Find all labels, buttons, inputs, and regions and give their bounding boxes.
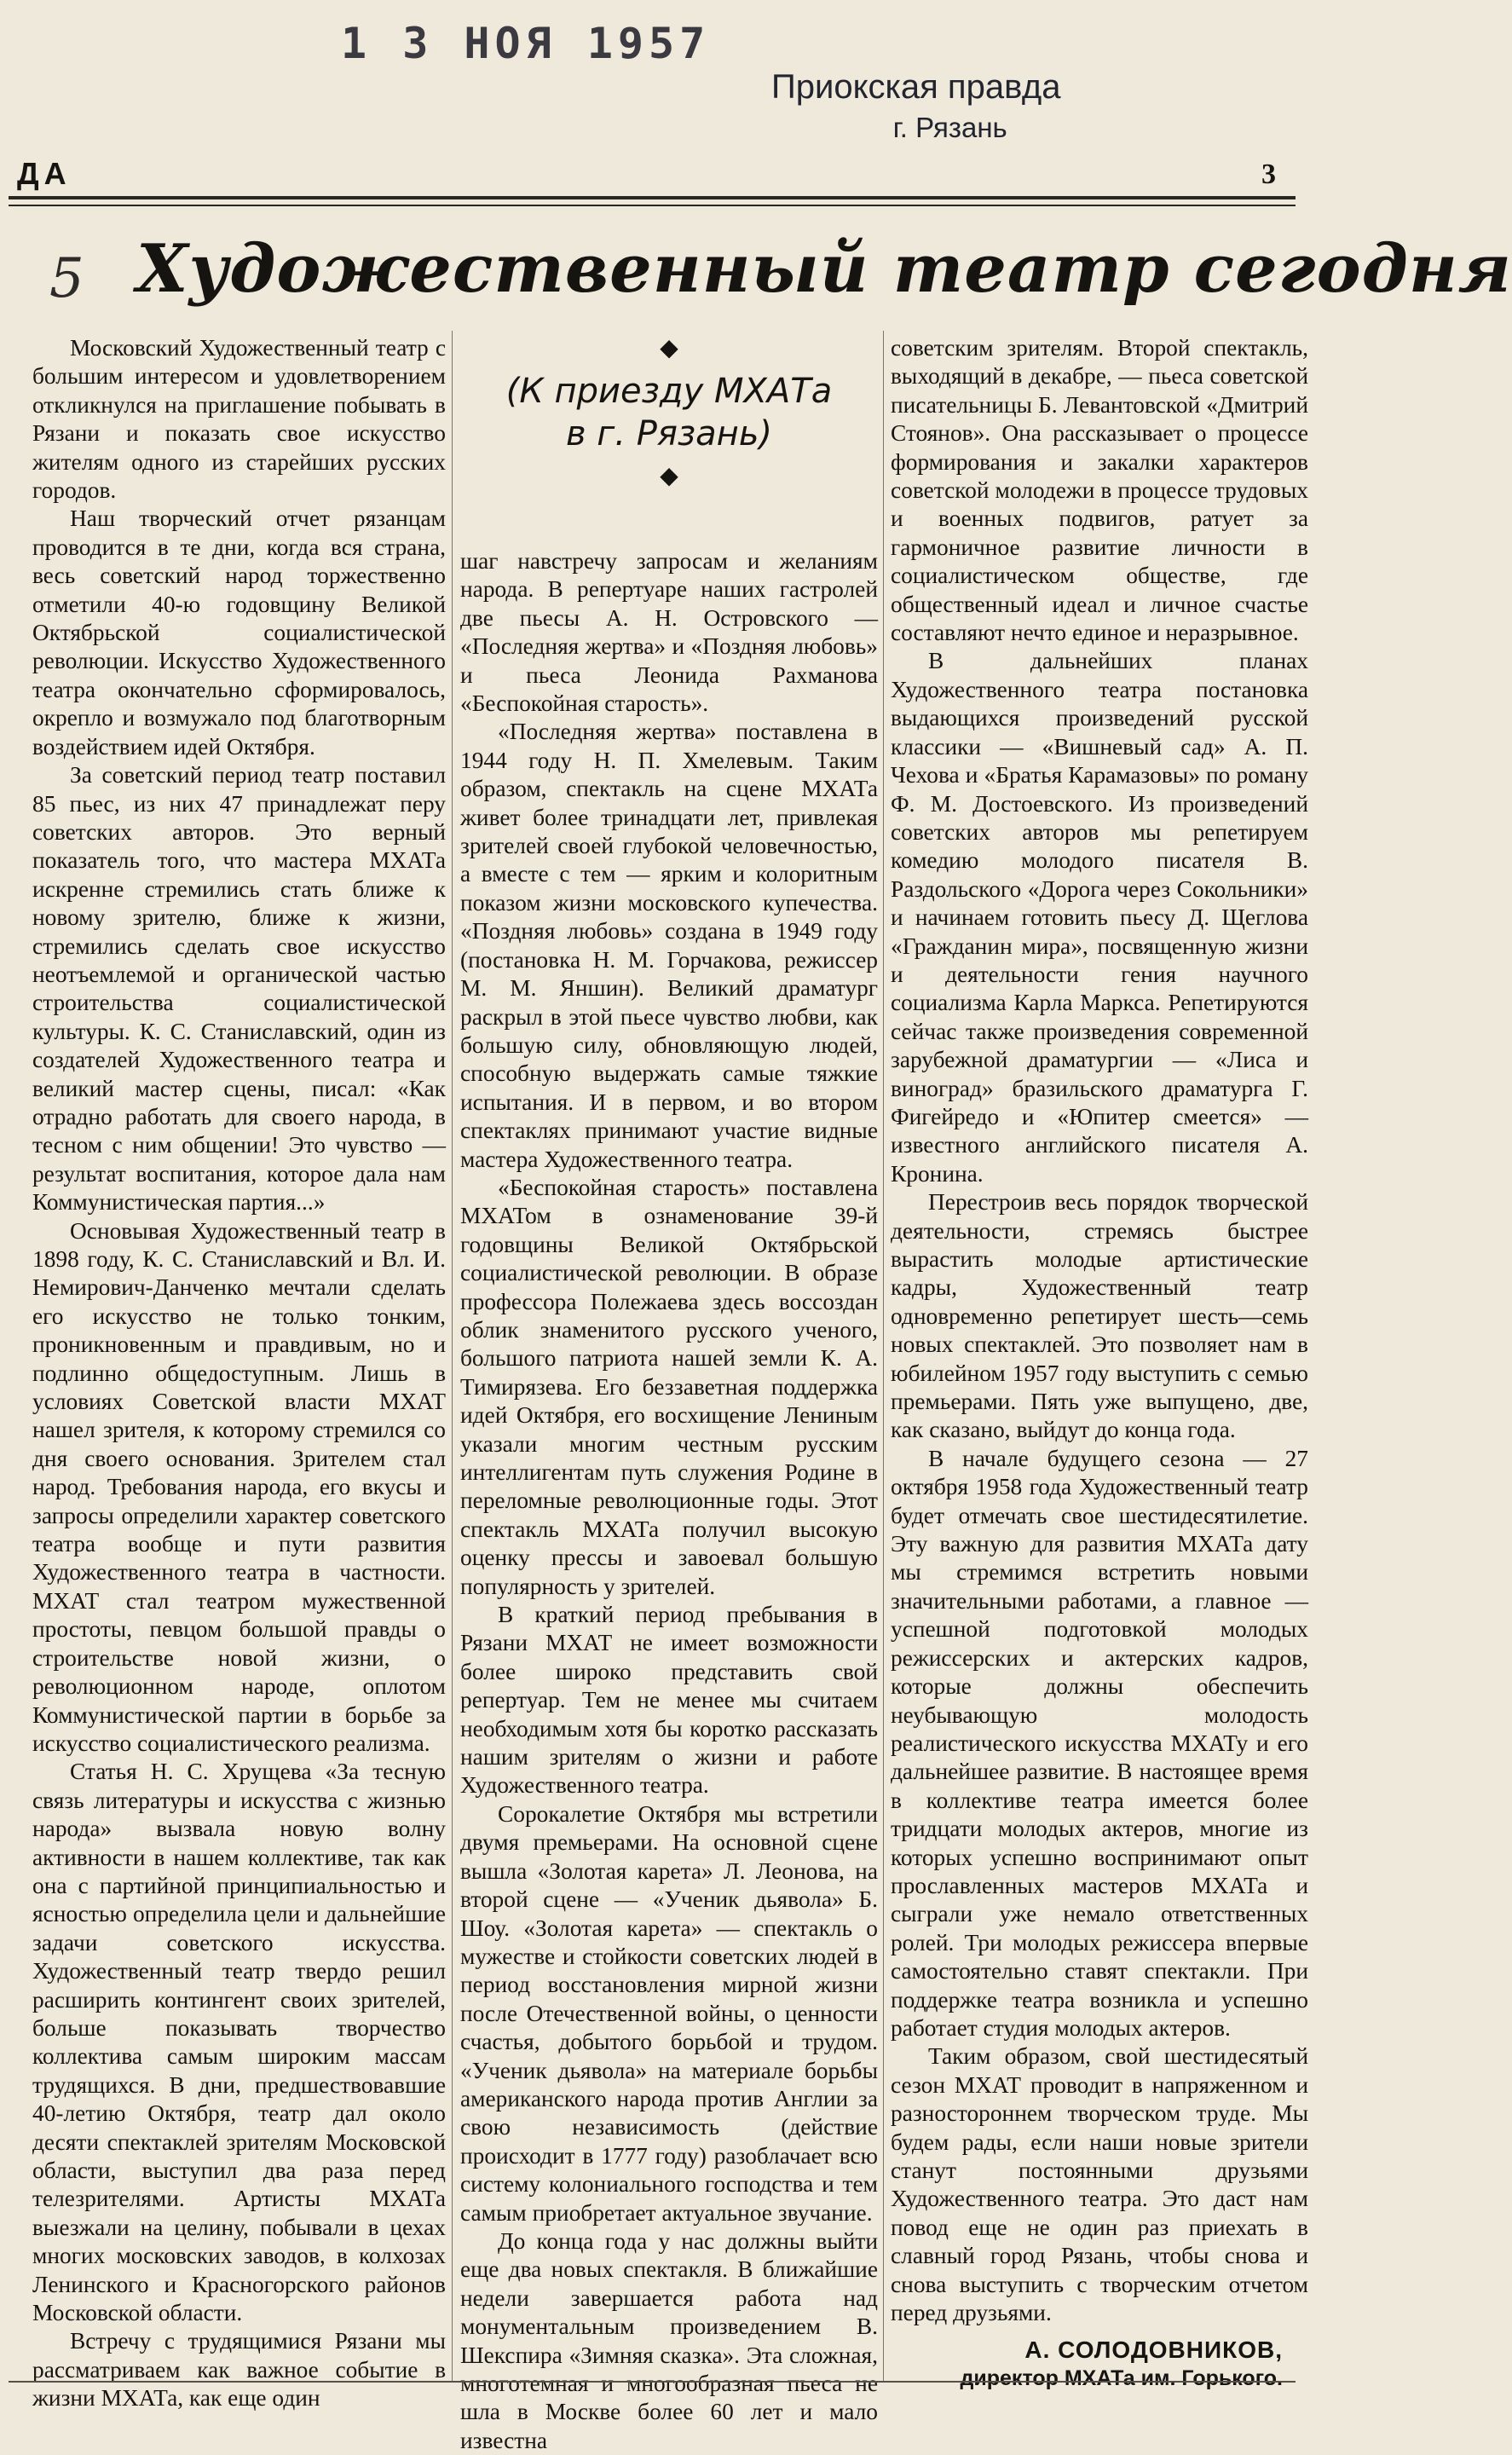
paragraph: «Беспокойная старость» поставлена МХАТом в ознаменование 39-й годовщины Великой Октябрьской социалистической революции. В образе профессора Полежаева здесь воссоздан облик знаменитого русского ученого, большого патриота нашей земли К. А. Тимирязева. Его беззаветная поддержка идей Октября, его восхищение Лениным указали многим честным русским интеллигентам путь служения Родине в переломные революционные годы. Этот спектакль МХАТа получил высокую оценку прессы и завоевал большую популярность у зрителей. xyxy=(460,1174,878,1599)
paragraph: За советский период театр поставил 85 пьес, из них 47 принадлежат перу советских авторов. Это верный показатель того, что мастера МХАТа искренне стремились стать ближе к новому зрителю, ближе к жизни, стремились сделать свое искусство неотъемлемой и органической частью строительства социалистической культуры. К. С. Станиславский, один из создателей Художественного театра и великий мастер сцены, писал: «Как отрадно работать для своего народа, в тесном с ним общении! Это чувство — результат воспитания, которое дала нам Коммунистическая партия...» xyxy=(32,762,446,1216)
subtitle-line-1: (К приезду МХАТа xyxy=(505,372,833,411)
article-column-3 xyxy=(891,334,1308,2393)
signature-post: директор МХАТа им. Горького. xyxy=(960,2365,1283,2390)
folio-left: ДА xyxy=(17,156,72,191)
paragraph: До конца года у нас должны выйти еще два новых спектакля. В ближайшие недели завершается работа над монументальным произведением В. Шекспира «Зимняя сказка». Эта сложная, многотемная и многообразная пьеса не шла в Москве более 60 лет и мало известна xyxy=(460,2227,878,2453)
paragraph: Таким образом, свой шестидесятый сезон МХАТ проводит в напряженном и разностороннем творческом труде. Мы будем рады, если наши новые зрители станут постоянными друзьями Художественного театра. Это даст нам повод еще не один раз приехать в славный город Рязань, чтобы снова и снова выступить с творческим отчетом перед друзьями. xyxy=(891,2043,1308,2326)
paragraph: шаг навстречу запросам и желаниям народа. В репертуаре наших гастролей две пьесы А. Н. Островского — «Последняя жертва» и «Поздняя любовь» и пьеса Леонида Рахманова «Беспокойная старость». xyxy=(460,548,878,717)
diamond-ornament-bottom: ◆ xyxy=(660,463,678,489)
date-stamp: 1 3 НОЯ 1957 xyxy=(341,19,711,68)
diamond-ornament-top: ◆ xyxy=(660,335,678,361)
paragraph: В начале будущего сезона — 27 октября 1958 года Художественный театр будет отмечать свое шестидесятилетие. Эту важную для развития МХАТа дату мы стремимся встретить новыми значительными работами, а главное — успешной подготовкой молодых режиссерских и актерских кадров, которые должны обеспечить неубывающую молодость реалистического искусства МХАТу и его дальнейшее развитие. В настоящее время в коллективе театра имеется более тридцати молодых актеров, многие из которых успешно воспринимают опыт прославленных мастеров МХАТа и сыграли уже немало ответственных ролей. Три молодых режиссера впервые самостоятельно ставят спектакли. При поддержке театра возникла и успешно работает студия молодых актеров. xyxy=(891,1445,1308,2041)
paragraph: «Последняя жертва» поставлена в 1944 году Н. П. Хмелевым. Таким образом, спектакль на сцене МХАТа живет более тринадцати лет, привлекая зрителей своей глубокой человечностью, а вместе с тем — ярким и колоритным показом жизни московского купечества. «Поздняя любовь» создана в 1949 году (постановка Н. М. Горчакова, режиссер М. М. Яншин). Великий драматург раскрыл в этой пьесе чувство любви, как большую силу, обновляющую людей, способную выдержать самые тяжкие испытания. И в первом, и во втором спектаклях принимают участие видные мастера Художественного театра. xyxy=(460,719,878,1172)
column-divider-1 xyxy=(452,331,453,2381)
paragraph: Статья Н. С. Хрущева «За тесную связь литературы и искусства с жизнью народа» вызвала новую волну активности в нашем коллективе, так как она с партийной принципиальностью и ясностью определила цели и дальнейшие задачи советского искусства. Художественный театр твердо решил расширить контингент своих зрителей, больше показывать творчество коллектива самым широким массам трудящихся. В дни, предшествовавшие 40-летию Октября, театр дал около десяти спектаклей зрителям Московской области, выступил два раза перед телезрителями. Артисты МХАТа выезжали на целину, побывали в цехах многих московских заводов, в колхозах Ленинского и Красногорского районов Московской области. xyxy=(32,1759,446,2326)
paragraph: Основывая Художественный театр в 1898 году, К. С. Станиславский и Вл. И. Немирович-Данченко мечтали сделать его искусство не только тонким, проникновенным и правдивым, но и подлинно общедоступным. Лишь в условиях Советской власти МХАТ нашел зрителя, к которому стремился со дня своего основания. Зрителем стал народ. Требования народа, его вкусы и запросы определили характер советского театра вообще и пути развития Художественного театра в частности. МХАТ стал театром мужественной простоты, певцом большой правды о строительстве новой жизни, о революционном народе, оплотом Коммунистической партии в борьбе за искусство социалистического реализма. xyxy=(32,1217,446,1756)
paragraph: советским зрителям. Второй спектакль, выходящий в декабре, — пьеса советской писательницы Б. Левантовской «Дмитрий Стоянов». Она рассказывает о процессе формирования и закалки характеров советской молодежи в процессе трудовых и военных подвигов, ратует за гармоничное развитие личности в социалистическом обществе, где общественный идеал и личное счастье составляют нечто единое и неразрывное. xyxy=(891,335,1308,646)
header-rule-thin xyxy=(9,205,1296,206)
article-headline: Художественный театр сегодня xyxy=(136,230,1512,308)
author-signature xyxy=(891,2336,1308,2393)
source-name: Приокская правда xyxy=(771,68,1061,106)
article-column-2 xyxy=(460,547,878,2455)
signature-name: А. СОЛОДОВНИКОВ, xyxy=(1024,2337,1283,2364)
paragraph: В дальнейших планах Художественного театра постановка выдающихся произведений русской классики — «Вишневый сад» А. П. Чехова и «Братья Карамазовы» по роману Ф. М. Достоевского. Из произведений советских авторов мы репетируем комедию молодого писателя В. Раздольского «Дорога через Сокольники» и начинаем готовить пьесу Д. Щеглова «Гражданин мира», посвященную жизни и деятельности гения научного социализма Карла Маркса. Репетируются сейчас также произведения современной зарубежной драматургии — «Лиса и виноград» бразильского драматурга Г. Фигейредо и «Юпитер смеется» — известного английского писателя А. Кронина. xyxy=(891,648,1308,1187)
article-column-1 xyxy=(32,334,446,2413)
paragraph: Московский Художественный театр с большим интересом и удовлетворением откликнулся на приглашение побывать в Рязани и показать свое искусство жителям одного из старейших русских городов. xyxy=(32,335,446,504)
paragraph: Встречу с трудящимися Рязани мы рассматриваем как важное событие в жизни МХАТа, как еще один xyxy=(32,2328,446,2412)
paragraph: В краткий период пребывания в Рязани МХАТ не имеет возможности более широко представить свой репертуар. Тем не менее мы считаем необходимым хотя бы коротко рассказать нашим зрителям о жизни и работе Художественного театра. xyxy=(460,1602,878,1799)
subtitle-line-2: в г. Рязань) xyxy=(565,414,773,453)
bottom-rule xyxy=(9,2381,1296,2383)
source-city: г. Рязань xyxy=(892,112,1007,143)
article-subtitle xyxy=(477,370,861,455)
subtitle-block xyxy=(477,334,861,491)
header-rule xyxy=(9,196,1296,199)
page-number: 3 xyxy=(1261,159,1276,190)
margin-mark: 5 xyxy=(49,247,84,310)
paragraph: Наш творческий отчет рязанцам проводится в те дни, когда вся страна, весь советский народ торжественно отметили 40-ю годовщину Великой Октябрьской социалистической революции. Искусство Художественного театра окончательно сформировалось, окрепло и возмужало под благотворным воздействием идей Октября. xyxy=(32,505,446,760)
paragraph: Перестроив весь порядок творческой деятельности, стремясь быстрее вырастить молодые артистические кадры, Художественный театр одновременно репетирует шесть—семь новых спектаклей. Это позволяет нам в юбилейном 1957 году выступить с семью премьерами. Пять уже выпущено, две, как сказано, выйдут до конца года. xyxy=(891,1189,1308,1443)
column-divider-2 xyxy=(883,331,884,2381)
paragraph: Сорокалетие Октября мы встретили двумя премьерами. На основной сцене вышла «Золотая карета» Л. Леонова, на второй сцене — «Ученик дьявола» Б. Шоу. «Золотая карета» — спектакль о мужестве и стойкости советских людей в период восстановления мирной жизни после Отечественной войны, о ценности счастья, добытого борьбой и трудом. «Ученик дьявола» на материале борьбы американского народа против Англии за свою независимость (действие происходит в 1777 году) разоблачает всю систему колониального господства и тем самым приобретает актуальное звучание. xyxy=(460,1800,878,2226)
newspaper-source xyxy=(771,66,1060,148)
